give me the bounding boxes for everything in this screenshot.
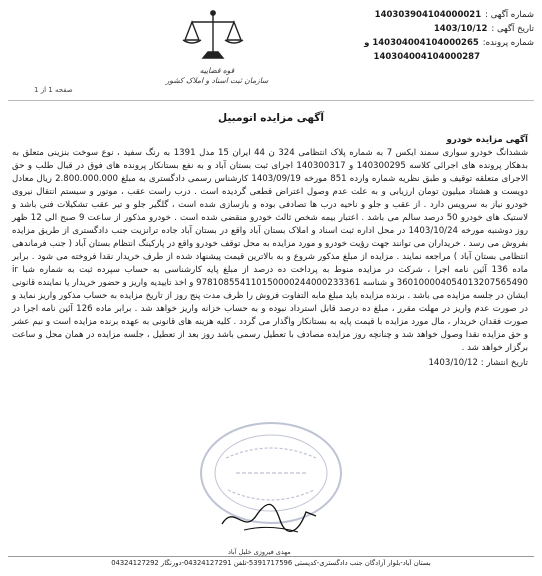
- meta-row: [334, 22, 534, 36]
- meta-row: [334, 50, 534, 64]
- meta-row: [334, 8, 534, 22]
- signer-name: مهدی فیروزی خلیل آباد: [228, 548, 291, 556]
- organization-name: [152, 66, 282, 86]
- meta-row: [334, 36, 534, 50]
- publish-date: تاریخ انتشار : 1403/10/12: [428, 358, 528, 368]
- header-divider: [8, 100, 534, 101]
- signature-icon: [214, 494, 324, 540]
- body-heading: آگهی مزایده خودرو: [446, 135, 528, 145]
- org-line-1: قوه قضاییه: [199, 66, 235, 75]
- judiciary-emblem-icon: [178, 6, 248, 70]
- footer-divider: [8, 556, 534, 557]
- meta-label: شماره آگهی :: [485, 10, 534, 20]
- notice-body: [12, 134, 528, 370]
- meta-value: 1403/10/12: [433, 24, 488, 34]
- meta-label: شماره پرونده:: [482, 38, 534, 48]
- notice-meta: [334, 8, 534, 64]
- meta-label: تاریخ آگهی :: [491, 24, 534, 34]
- body-paragraph: ششدانگ خودرو سواری سمند ایکس 7 به شماره پلاک انتظامی 324 ن 44 ایران 15 مدل 1391 به رنگ سفید ، نوع سوخت بنزینی متعلق به بدهکار پرونده های اجرائی کلاسه 140300295 و 140300317 اجرای ثبت بستان آباد و به نفع بستانکار پرونده های فوق در قبال طلب و حق الاجرای متعلقه توقیف و طبق نظریه شماره وارده 851 مورخه 1403/09/19 کارشناس رسمی دادگستری به مبلغ 2.800.000.000 ریال معادل دویست و هشتاد میلیون تومان ارزیابی و به علت عدم وصول اعتراض قطعی گردیده است . درب راست عقب ، موتور و سیستم انتقال نیروی خودرو نیاز به سرویس دارد . از عقب و جلو و ناحیه درب ها تصادفی بوده و بازسازی شده است ، گلگیر جلو و تیر عقب تشکیلات فنی باشد و لاستیک های خودرو 50 درصد سالم می باشد . اعتبار بیمه شخص ثالث خودرو منقضی شده است . خودرو مذکور از ساعت 9 صبح الی 12 ظهر روز دوشنبه مورخه 1403/10/24 در محل اداره ثبت اسناد و املاک بستان آباد واقع در بستان آباد جاده ترانزیت جنب دادگستری از طریق مزایده بفروش می رسد . خریداران می توانند جهت رؤیت خودرو و مورد مزایده به محل توقف خودرو واقع در پارکینگ انتظام بستان آباد ( جنب فرماندهی انتظامی بستان آباد ) مراجعه نمایند . مزایده از مبلغ مذکور شروع و به بالاترین قیمت پیشنهاد شده از طرف خریدار نقدا فروخته می شود . برابر ماده 136 آئین نامه اجرا ، شرکت در مزایده منوط به پرداخت ده درصد از مبلغ پایه کارشناسی به حساب سپرده ثبت به شماره شبا ir 360100004054013207565490 و شناسه 978108554110150000244000233361 و اخذ تاییدیه واریز و حضور خریدار یا نماینده قانونی ایشان در جلسه مزایده می باشد . برنده مزایده باید مبلغ مابه التفاوت فروش را ظرف مدت پنج روز از تاریخ مزایده به حساب مذکور واریز نماید و در صورت عدم واریز در مهلت مقرر ، مبلغ ده درصد قابل استرداد نبوده و به حساب خزانه واریز خواهد شد . برابر ماده 126 آئین نامه اجرا در صورت فقدان خریدار ، مال مورد مزایده با قیمت پایه به بستانکار واگذار می گردد . کلیه هزینه های قانونی به عهده برنده مزایده است و نیم عشر و حق مزایده نقدا وصول خواهد شد و چنانچه روز مزایده مصادف با تعطیل رسمی باشد روز بعد از تعطیل ، جلسه مزایده در همان محل و ساعت برگزار خواهد شد .: [12, 148, 529, 353]
- footer-address: بستان آباد-بلوار آزادگان جنب دادگستری-کدپستی 5391717596-تلفن 04324127291-دورنگار 04324127292: [111, 559, 431, 567]
- page-title: آگهی مزایده اتومبیل: [218, 112, 324, 124]
- org-line-2: سازمان ثبت اسناد و املاک کشور: [165, 76, 269, 85]
- meta-value: 140303904104000021: [374, 10, 482, 20]
- meta-value: 140304004104000287: [373, 52, 480, 62]
- meta-value: 140304004104000265 و: [364, 38, 479, 48]
- page-number: صفحه 1 از 1: [34, 86, 73, 94]
